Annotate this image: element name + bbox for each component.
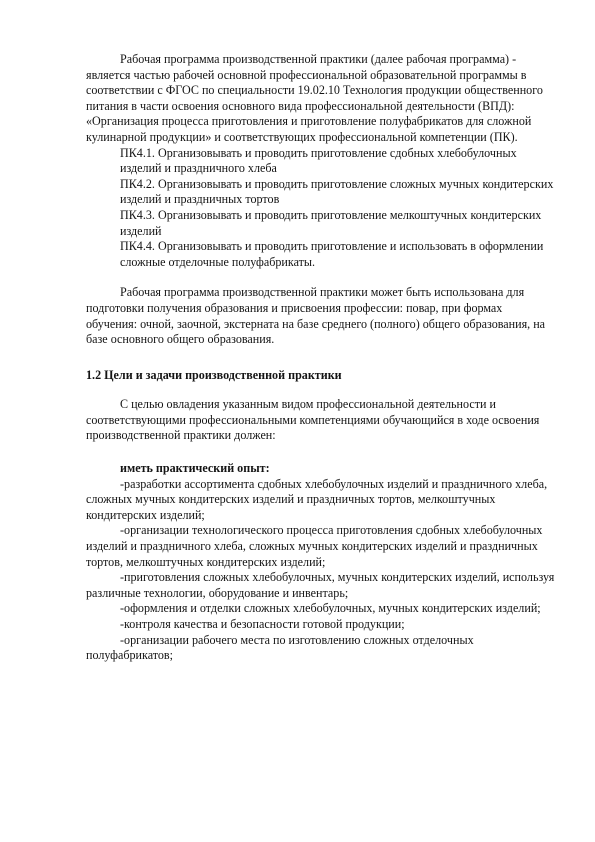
competency-item-pk4-1: ПК4.1. Организовывать и проводить приготовление сдобных хлебобулочных изделий и праздничного хлеба <box>120 145 517 176</box>
experience-label: иметь практический опыт: <box>120 461 270 476</box>
list-item: -организации рабочего места по изготовлению сложных отделочных полуфабрикатов; <box>86 632 474 663</box>
intro-paragraph: Рабочая программа производственной практики (далее рабочая программа) - является частью рабочей основной профессиональной образовательной программы в соответствии с ФГОС по специальности 19.02.10 Технология продукции общественного питания в части освоения основного вида профессиональной деятельности (ВПД): «Организация процесса приготовления и приготовление полуфабрикатов для сложной кулинарной продукции» и соответствующих профессиональной компетенции (ПК). <box>86 52 543 144</box>
list-item: -оформления и отделки сложных хлебобулочных, мучных кондитерских изделий; <box>120 601 541 616</box>
competency-item-pk4-3: ПК4.3. Организовывать и проводить приготовление мелкоштучных кондитерских изделий <box>120 207 542 238</box>
experience-list <box>86 477 555 664</box>
list-item: -организации технологического процесса приготовления сдобных хлебобулочных изделий и праздничного хлеба, сложных мучных кондитерских изделий и праздничных тортов, мелкоштучных кондитерских изделий; <box>86 523 543 569</box>
list-item: -контроля качества и безопасности готовой продукции; <box>120 617 405 631</box>
list-item: -приготовления сложных хлебобулочных, мучных кондитерских изделий, используя различные технологии, оборудование и инвентарь; <box>86 570 555 600</box>
competency-item-pk4-2: ПК4.2. Организовывать и проводить приготовление сложных мучных кондитерских изделий и праздничных тортов <box>120 176 554 207</box>
goal-paragraph: С целью овладения указанным видом профессиональной деятельности и соответствующими профессиональными компетенциями обучающийся в ходе освоения производственной практики должен: <box>86 397 540 443</box>
usage-paragraph: Рабочая программа производственной практики может быть использована для подготовки получения образования и присвоения профессии: повар, при формах обучения: очной, заочной, экстерната на базе среднего (полного) общего образования, на базе основного общего образования. <box>86 285 546 347</box>
competency-item-pk4-4: ПК4.4. Организовывать и проводить приготовление и использовать в оформлении сложные отделочные полуфабрикаты. <box>120 239 544 269</box>
section-heading: 1.2 Цели и задачи производственной практики <box>86 367 342 382</box>
competency-list <box>86 146 555 271</box>
list-item: -разработки ассортимента сдобных хлебобулочных изделий и праздничного хлеба, сложных мучных кондитерских изделий и праздничных тортов, мелкоштучных кондитерских изделий; <box>86 476 548 522</box>
